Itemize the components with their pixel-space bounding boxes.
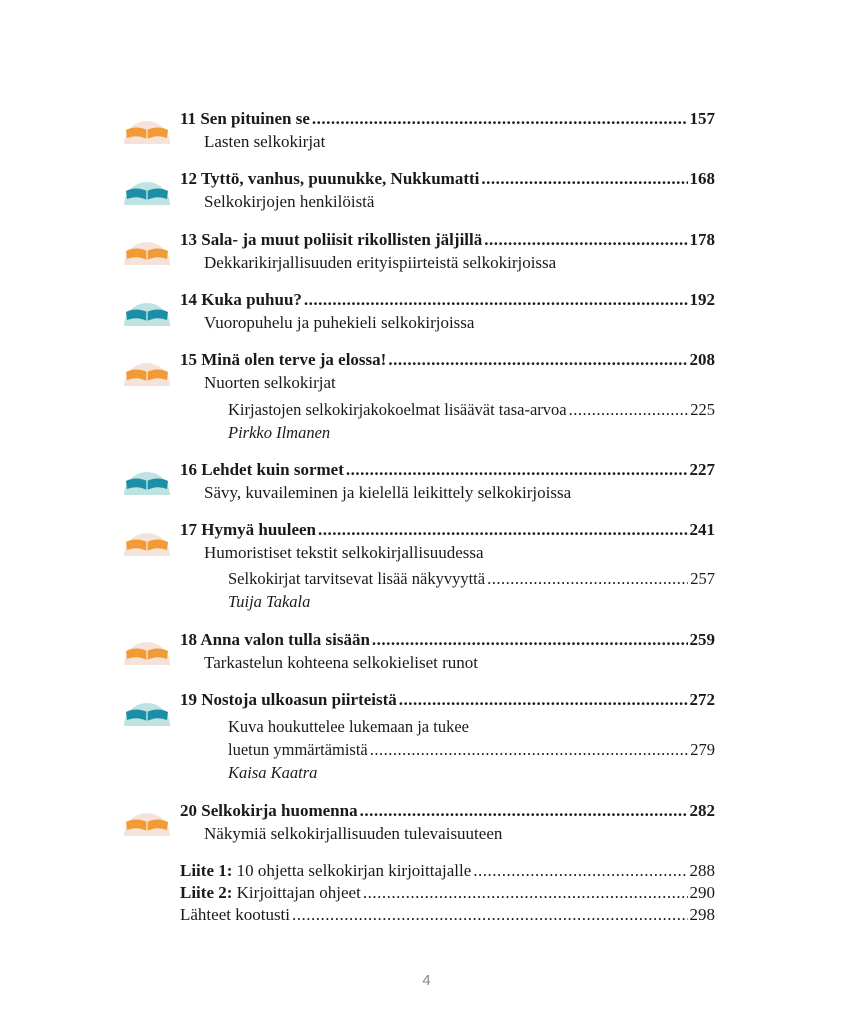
article-heading[interactable] xyxy=(228,739,715,761)
chapter-heading[interactable] xyxy=(180,108,715,130)
chapter-heading[interactable] xyxy=(180,289,715,311)
chapter-subtitle: Tarkastelun kohteena selkokieliset runot xyxy=(204,653,479,672)
chapter-heading[interactable] xyxy=(180,800,715,822)
orange-book-icon xyxy=(122,229,172,269)
chapter-number: 16 xyxy=(180,460,197,479)
chapter-title: Anna valon tulla sisään xyxy=(200,630,370,649)
article-heading[interactable] xyxy=(228,399,715,421)
chapter-heading[interactable] xyxy=(180,459,715,481)
article-author: Pirkko Ilmanen xyxy=(228,423,331,442)
appendix-page: 288 xyxy=(689,861,715,880)
appendix-label: Liite 2: xyxy=(180,883,233,902)
chapter-title: Kuka puhuu? xyxy=(201,290,302,309)
chapter-title: Sen pituinen se xyxy=(200,109,310,128)
leader-dots xyxy=(484,229,687,251)
chapter-subtitle: Näkymiä selkokirjallisuuden tulevaisuuteen xyxy=(204,824,503,843)
chapter-subtitle: Lasten selkokirjat xyxy=(204,132,326,151)
chapter-subtitle: Nuorten selkokirjat xyxy=(204,373,336,392)
leader-dots xyxy=(569,399,689,421)
orange-book-icon xyxy=(122,108,172,148)
appendix-1[interactable] xyxy=(180,860,715,882)
chapter-page: 272 xyxy=(689,690,715,709)
chapter-page: 227 xyxy=(689,460,715,479)
leader-dots xyxy=(370,739,688,761)
sources-entry[interactable] xyxy=(180,904,715,926)
chapter-subtitle: Selkokirjojen henkilöistä xyxy=(204,192,375,211)
chapter-title: Tyttö, vanhus, puunukke, Nukkumatti xyxy=(200,169,480,188)
article-author: Tuija Takala xyxy=(228,592,311,611)
appendix-title: 10 ohjetta selkokirjan kirjoittajalle xyxy=(236,861,472,880)
article-author: Kaisa Kaatra xyxy=(228,763,318,782)
chapter-number: 15 xyxy=(180,350,197,369)
chapter-title: Selkokirja huomenna xyxy=(201,801,358,820)
page-number: 4 xyxy=(422,972,431,989)
chapter-number: 20 xyxy=(180,801,197,820)
sources-page: 298 xyxy=(689,905,715,924)
teal-book-icon xyxy=(122,690,172,730)
chapter-subtitle: Vuoropuhelu ja puhekieli selkokirjoissa xyxy=(204,313,475,332)
teal-book-icon xyxy=(122,290,172,330)
chapter-page: 259 xyxy=(689,630,715,649)
leader-dots xyxy=(346,459,688,481)
leader-dots xyxy=(487,568,688,590)
leader-dots xyxy=(388,349,687,371)
chapter-subtitle: Sävy, kuvaileminen ja kielellä leikittely selkokirjoissa xyxy=(204,483,572,502)
appendix-2[interactable] xyxy=(180,882,715,904)
leader-dots xyxy=(304,289,688,311)
leader-dots xyxy=(363,882,688,904)
chapter-subtitle: Dekkarikirjallisuuden erityispiirteistä selkokirjoissa xyxy=(204,253,557,272)
article-title: Kirjastojen selkokirjakokoelmat lisäävät tasa-arvoa xyxy=(228,400,567,419)
chapter-number: 13 xyxy=(180,230,197,249)
article-title-line2: luetun ymmärtämistä xyxy=(228,740,368,759)
chapter-number: 18 xyxy=(180,630,197,649)
chapter-page: 168 xyxy=(689,169,715,188)
teal-book-icon xyxy=(122,459,172,499)
appendix-title: Kirjoittajan ohjeet xyxy=(236,883,361,902)
leader-dots xyxy=(292,904,687,926)
leader-dots xyxy=(312,108,688,130)
chapter-heading[interactable] xyxy=(180,229,715,251)
chapter-heading[interactable] xyxy=(180,519,715,541)
chapter-subtitle: Humoristiset tekstit selkokirjallisuudessa xyxy=(204,543,484,562)
orange-book-icon xyxy=(122,520,172,560)
chapter-title: Hymyä huuleen xyxy=(201,520,317,539)
appendix-label: Liite 1: xyxy=(180,861,233,880)
article-page: 257 xyxy=(690,569,715,588)
leader-dots xyxy=(318,519,687,541)
leader-dots xyxy=(481,168,687,190)
article-page: 279 xyxy=(690,740,715,759)
article-title-line1[interactable]: Kuva houkuttelee lukemaan ja tukee xyxy=(228,717,469,736)
orange-book-icon xyxy=(122,350,172,390)
chapter-page: 282 xyxy=(689,801,715,820)
leader-dots xyxy=(372,629,688,651)
teal-book-icon xyxy=(122,169,172,209)
chapter-title: Sala- ja muut poliisit rikollisten jäljillä xyxy=(201,230,483,249)
chapter-heading[interactable] xyxy=(180,689,715,711)
article-page: 225 xyxy=(690,400,715,419)
chapter-heading[interactable] xyxy=(180,349,715,371)
chapter-page: 178 xyxy=(689,230,715,249)
chapter-page: 241 xyxy=(689,520,715,539)
leader-dots xyxy=(399,689,688,711)
chapter-heading[interactable] xyxy=(180,168,715,190)
chapter-heading[interactable] xyxy=(180,629,715,651)
leader-dots xyxy=(360,800,688,822)
chapter-number: 11 xyxy=(180,109,197,128)
chapter-page: 157 xyxy=(689,109,715,128)
chapter-title: Lehdet kuin sormet xyxy=(201,460,344,479)
appendix-page: 290 xyxy=(689,883,715,902)
article-title: Selkokirjat tarvitsevat lisää näkyvyyttä xyxy=(228,569,486,588)
chapter-title: Minä olen terve ja elossa! xyxy=(201,350,387,369)
leader-dots xyxy=(473,860,687,882)
orange-book-icon xyxy=(122,629,172,669)
chapter-page: 208 xyxy=(689,350,715,369)
chapter-number: 12 xyxy=(180,169,197,188)
orange-book-icon xyxy=(122,800,172,840)
chapter-page: 192 xyxy=(689,290,715,309)
chapter-number: 19 xyxy=(180,690,197,709)
chapter-number: 14 xyxy=(180,290,197,309)
sources-title: Lähteet kootusti xyxy=(180,905,291,924)
chapter-number: 17 xyxy=(180,520,197,539)
article-heading[interactable] xyxy=(228,568,715,590)
chapter-title: Nostoja ulkoasun piirteistä xyxy=(201,690,397,709)
